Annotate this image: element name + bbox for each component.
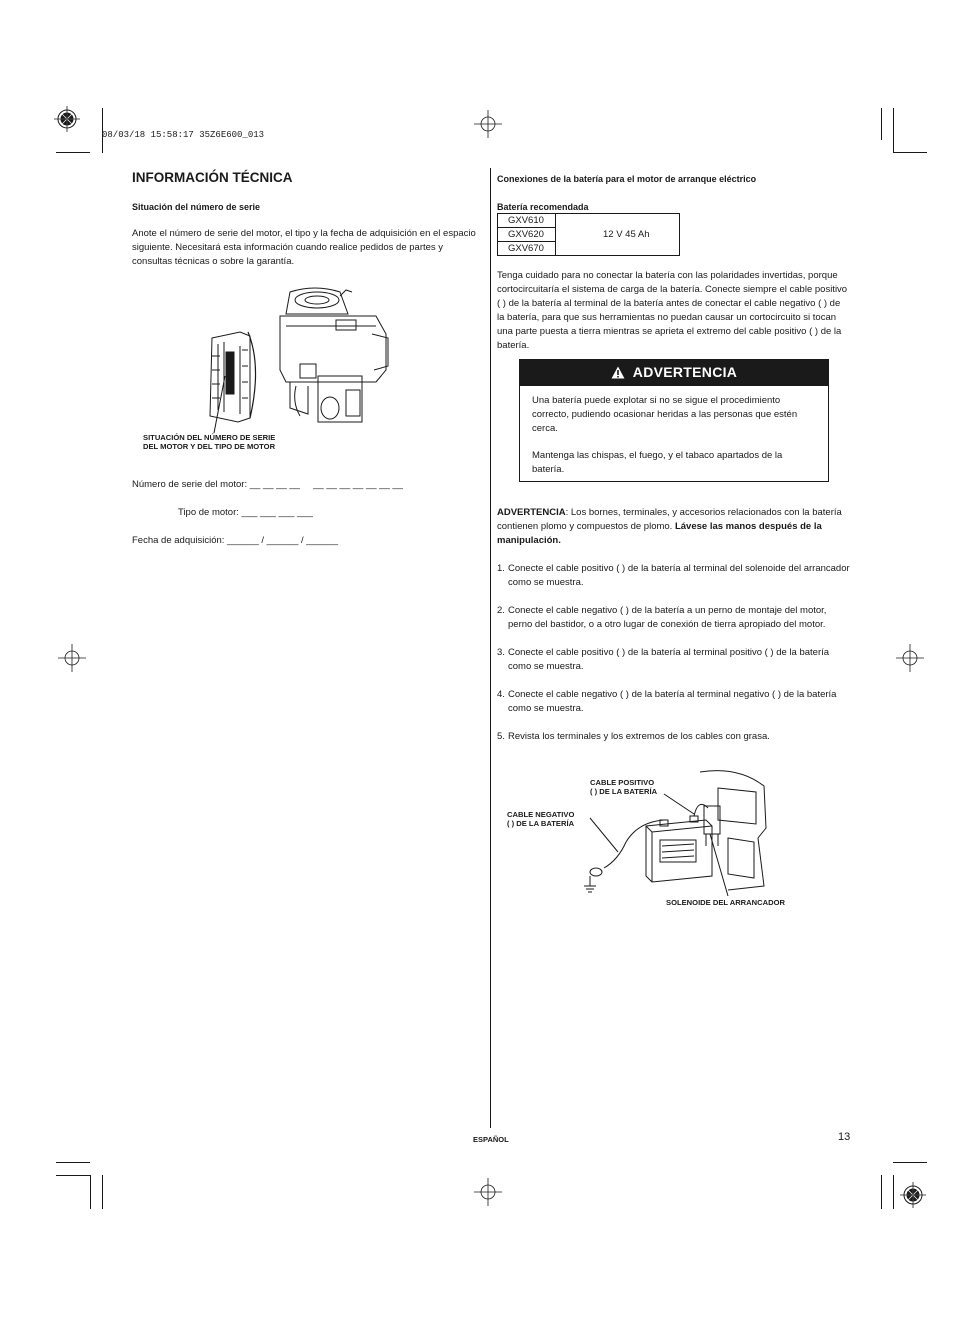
crosshair-mark-icon — [474, 1178, 502, 1206]
battery-model-cell: GXV620 — [498, 228, 556, 242]
figure-caption: SITUACIÓN DEL NÚMERO DE SERIE DEL MOTOR Y DEL TIPO DE MOTOR — [143, 433, 276, 451]
battery-recommended-heading: Batería recomendada — [497, 202, 589, 212]
battery-table — [497, 213, 680, 256]
battery-spec-cell: 12 V 45 Ah — [556, 214, 680, 256]
print-stamp: 08/03/18 15:58:17 35Z6E600_013 — [102, 130, 265, 140]
footer-language: ESPAÑOL — [473, 1135, 509, 1144]
warning-header — [519, 359, 829, 385]
column-divider — [490, 168, 491, 1128]
warning-title: ADVERTENCIA — [632, 364, 738, 380]
list-item: 3. Conecte el cable positivo ( ) de la batería al terminal positivo ( ) de la batería como se muestra. — [497, 647, 830, 672]
warning-body: Una batería puede explotar si no se sigue el procedimiento correcto, pudiendo ocasionar heridas a las personas que estén cerca. Mantenga las chispas, el fuego, y el tabaco apartados de la batería. — [519, 385, 829, 482]
engine-illustration — [140, 286, 400, 436]
label-positive-cable: CABLE POSITIVO ( ) DE LA BATERÍA — [590, 778, 658, 796]
battery-connections-heading: Conexiones de la batería para el motor de arranque eléctrico — [497, 174, 757, 184]
engine-type-field: Tipo de motor: ___ ___ ___ ___ — [178, 507, 313, 518]
warning-box — [519, 359, 829, 482]
list-item: 2. Conecte el cable negativo ( ) de la batería a un perno de montaje del motor, perno del bastidor, o a otro lugar de conexión de tierra apropiado del motor. — [497, 605, 827, 630]
registration-target-icon — [898, 1180, 928, 1210]
list-item: 5. Revista los terminales y los extremos de los cables con grasa. — [497, 731, 770, 742]
connection-steps — [497, 562, 853, 758]
crosshair-mark-icon — [474, 110, 502, 138]
crosshair-mark-icon — [58, 644, 86, 672]
label-negative-cable: CABLE NEGATIVO ( ) DE LA BATERÍA — [507, 810, 575, 828]
battery-model-cell: GXV670 — [498, 242, 556, 256]
registration-target-icon — [52, 104, 82, 134]
serial-number-field: Número de serie del motor: __ __ __ __ __ __ __ __ __ __ __ — [132, 479, 403, 490]
serial-text: Anote el número de serie del motor, el tipo y la fecha de adquisición en el espacio siguiente. Necesitará esta información cuando realice pedidos de partes y consultas técnicas o sobre la garantía. — [132, 228, 476, 267]
page-title: INFORMACIÓN TÉCNICA — [132, 170, 293, 185]
purchase-date-field: Fecha de adquisición: ______ / ______ / ______ — [132, 535, 338, 546]
page-number: 13 — [838, 1131, 851, 1143]
list-item: 4. Conecte el cable negativo ( ) de la batería al terminal negativo ( ) de la batería como se muestra. — [497, 689, 837, 714]
list-item: 1. Conecte el cable positivo ( ) de la batería al terminal del solenoide del arrancador como se muestra. — [497, 563, 850, 588]
warning-triangle-icon — [611, 366, 625, 379]
lead-warning-text: ADVERTENCIA: Los bornes, terminales, y accesorios relacionados con la batería contienen plomo y compuestos de plomo. Lávese las manos después de la manipulación. — [497, 507, 842, 546]
label-solenoid: SOLENOIDE DEL ARRANCADOR — [666, 898, 785, 907]
polarity-text: Tenga cuidado para no conectar la batería con las polaridades invertidas, porque cortocircuitaría el sistema de carga de la batería. Conecte siempre el cable positivo ( ) de la batería al terminal de la batería antes de conectar el cable negativo ( ) de la batería, para que sus herramientas no puedan causar un cortocircuito si tocan una parte puesta a tierra mientras se aprieta el extremo del cable positivo ( ) de la batería. — [497, 270, 848, 351]
crosshair-mark-icon — [896, 644, 924, 672]
battery-model-cell: GXV610 — [498, 214, 556, 228]
serial-heading: Situación del número de serie — [132, 202, 261, 212]
